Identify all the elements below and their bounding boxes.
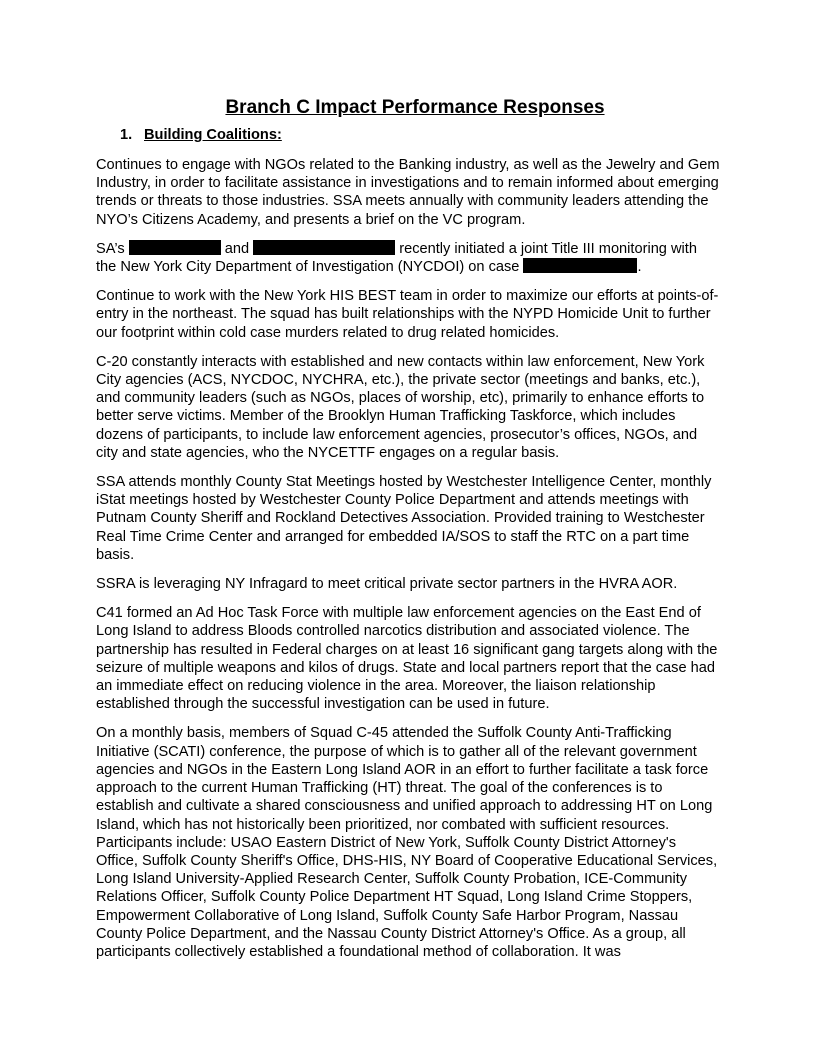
section-number: 1. (120, 127, 133, 143)
text-segment: recently initiated a joint Title III monitoring with the New York City Department of Investigation (NYCDOI) on case (96, 240, 697, 276)
document-title: Branch C Impact Performance Responses (225, 97, 605, 118)
paragraph-ngo-engagement: Continues to engage with NGOs related to the Banking industry, as well as the Jewelry and Gem Industry, in order to facilitate assistance in investigations and to remain informed about emerging trends or threats to those industries. SSA meets annually with community leaders attending the NYO’s Citizens Academy, and presents a brief on the VC program. (96, 157, 720, 228)
section-heading-text: Building Coalitions: (144, 127, 282, 143)
paragraph-c20-contacts: C-20 constantly interacts with established and new contacts within law enforcement, New York City agencies (ACS, NYCDOC, NYCHRA, etc.), the private sector (meetings and banks, etc.), and community leaders (such as NGOs, places of worship, etc), primarily to enhance efforts to better serve victims. Member of the Brooklyn Human Trafficking Taskforce, which includes dozens of participants, to include law enforcement agencies, prosecutor’s offices, NGOs, and city and state agencies, who the NYCETTF engages on a regular basis. (96, 353, 705, 461)
paragraph-title-iii (96, 240, 720, 276)
paragraph-c41-task-force: C41 formed an Ad Hoc Task Force with multiple law enforcement agencies on the East End of Long Island to address Bloods controlled narcotics distribution and associated violence. The partnership has resulted in Federal charges on at least 16 significant gang targets along with the seizure of multiple weapons and kilos of drugs. State and local partners report that the case had an immediate effect on reducing violence in the area. Moreover, the liaison relationship established through the successful investigation can be used in future. (96, 605, 718, 713)
redaction-block (523, 258, 637, 273)
text-segment: and (220, 240, 254, 257)
paragraph-his-best: Continue to work with the New York HIS BEST team in order to maximize our efforts at points-of-entry in the northeast. The squad has built relationships with the NYPD Homicide Unit to further our footprint within cold case murders related to drug related homicides. (96, 288, 719, 341)
text-segment: SA’s (96, 240, 129, 257)
redaction-block (129, 240, 221, 255)
paragraph-county-stat: SSA attends monthly County Stat Meetings hosted by Westchester Intelligence Center, monthly iStat meetings hosted by Westchester County Police Department and attends meetings with Putnam County Sheriff and Rockland Detectives Association. Provided training to Westchester Real Time Crime Center and arranged for embedded IA/SOS to staff the RTC on a part time basis. (96, 474, 712, 563)
paragraph-infragard: SSRA is leveraging NY Infragard to meet critical private sector partners in the HVRA AOR. (96, 576, 678, 593)
section-heading (120, 126, 720, 144)
text-segment: . (637, 259, 642, 276)
redaction-block (253, 240, 395, 255)
paragraph-scati-conference: On a monthly basis, members of Squad C-45 attended the Suffolk County Anti-Trafficking Initiative (SCATI) conference, the purpose of which is to gather all of the relevant government agencies and NGOs in the Eastern Long Island AOR in an effort to further facilitate a task force approach to the current Human Trafficking (HT) threat. The goal of the conferences is to establish and cultivate a shared consciousness and unified approach to addressing HT on Long Island, which has not historically been prioritized, nor combated with sufficient resources. Participants include: USAO Eastern District of New York, Suffolk County District Attorney's Office, Suffolk County Sheriff's Office, DHS-HIS, NY Board of Cooperative Educational Services, Long Island University-Applied Research Center, Suffolk County Probation, ICE-Community Relations Officer, Suffolk County Police Department HT Squad, Long Island Crime Stoppers, Empowerment Collaborative of Long Island, Suffolk County Safe Harbor Program, Nassau County Police Department, and the Nassau County District Attorney's Office. As a group, all participants collectively established a foundational method of collaboration. It was (96, 725, 718, 960)
document-page (96, 96, 720, 972)
